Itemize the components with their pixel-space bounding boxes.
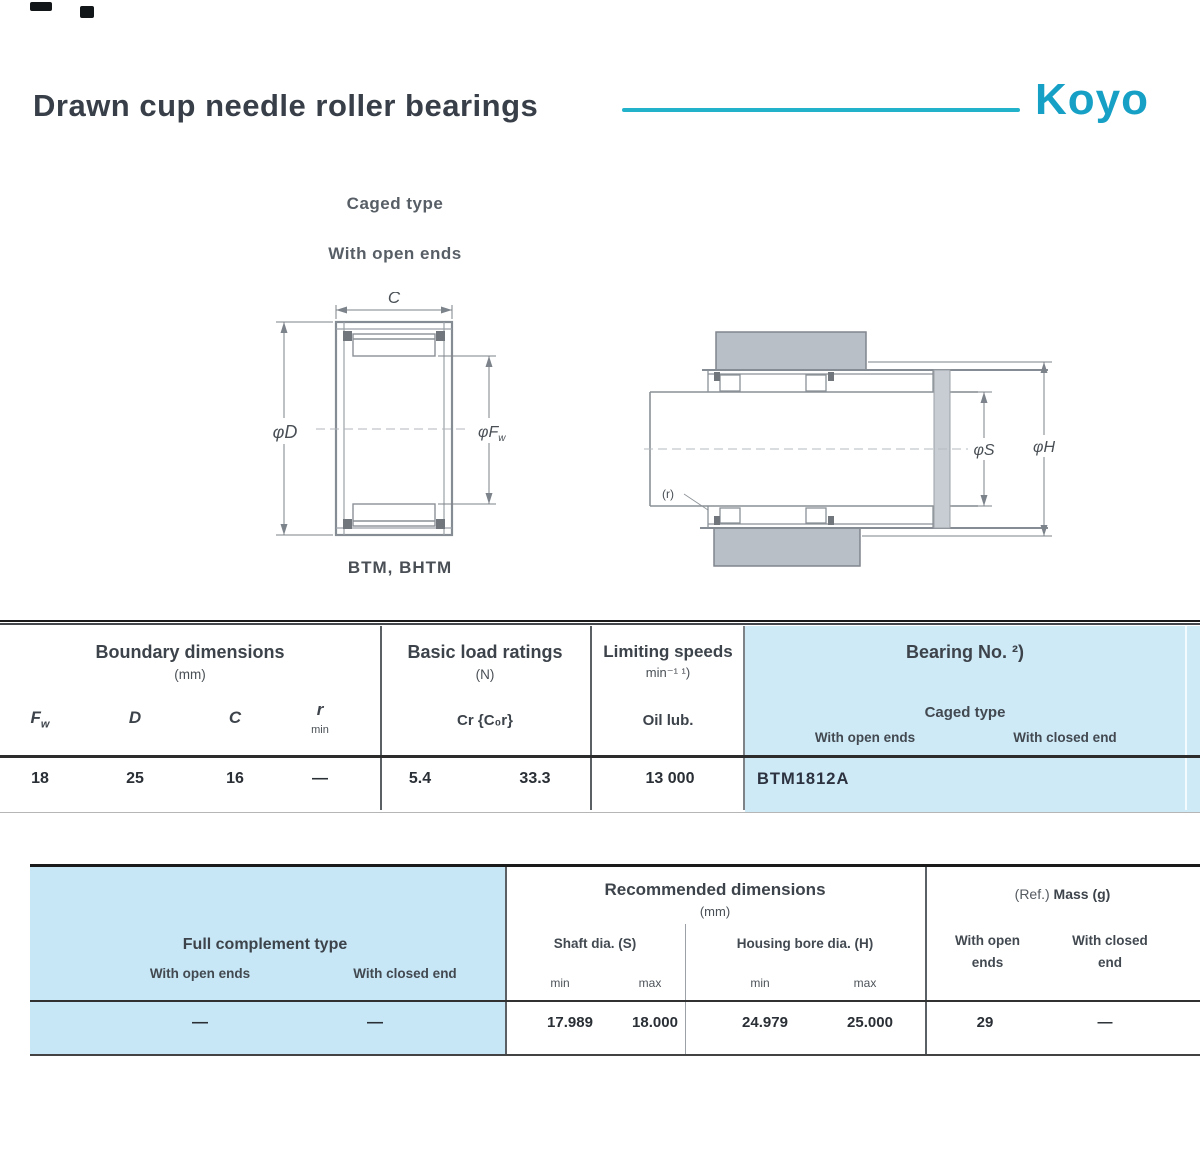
arrowhead — [336, 307, 347, 314]
row-bearing-no: BTM1812A — [757, 770, 850, 788]
housing-dia-sub: Housing bore dia. (H) — [736, 936, 874, 951]
row-shaft-min: 17.989 — [547, 1014, 593, 1031]
row-r: — — [312, 770, 328, 787]
figure-ends-label: With open ends — [328, 244, 462, 263]
series-label: BTM, BHTM — [347, 558, 453, 577]
arrowhead — [486, 356, 493, 367]
arrowhead — [981, 495, 988, 506]
recommended-dims-unit: (mm) — [699, 904, 731, 919]
load-ratings-sub: Cr {C₀r} — [457, 712, 513, 729]
limiting-speeds-unit: min⁻¹ ¹) — [645, 665, 691, 680]
dim-label-fw: $\varphi F_w$ — [478, 424, 506, 444]
note-leader — [684, 494, 708, 510]
oil-lub-sub: Oil lub. — [642, 712, 694, 729]
mass-ref-label: (Ref.) — [1014, 886, 1050, 902]
arrowhead — [281, 322, 288, 333]
column-divider — [590, 626, 592, 810]
row-housing-max: 25.000 — [847, 1014, 893, 1031]
bearing-mounted-drawing — [638, 322, 1068, 574]
mass-closed-line2: end — [1097, 954, 1122, 970]
chamfer-note: (r) — [662, 487, 674, 501]
header-rule — [30, 1000, 1200, 1002]
dim-label-shaft: φS — [973, 442, 995, 459]
row-c: 16 — [226, 770, 244, 787]
mass-open-sub — [935, 930, 1040, 973]
row-fc-open: — — [192, 1014, 208, 1031]
fc-closed-end-sub: With closed end — [353, 966, 457, 981]
column-divider — [505, 867, 507, 1054]
cup-lips — [343, 331, 445, 529]
scan-artifact — [30, 2, 52, 11]
mass-open-line2: ends — [971, 954, 1004, 970]
row-speed: 13 000 — [645, 770, 695, 787]
caged-type-sub: Caged type — [924, 704, 1006, 721]
mass-closed-line1: With closed — [1072, 933, 1148, 948]
load-ratings-header: Basic load ratings — [407, 642, 563, 662]
column-divider — [685, 924, 686, 1054]
boundary-dims-header: Boundary dimensions — [95, 642, 285, 662]
row-fw: 18 — [31, 770, 49, 787]
row-housing-min: 24.979 — [742, 1014, 788, 1031]
table-border — [30, 1054, 1200, 1056]
needle-rollers — [353, 334, 435, 526]
col-header-d: D — [128, 708, 142, 727]
table-border — [0, 620, 1200, 622]
table-border — [0, 812, 1200, 813]
row-d: 25 — [126, 770, 144, 787]
load-ratings-unit: (N) — [475, 667, 495, 682]
boundary-dims-unit: (mm) — [174, 667, 206, 682]
recommended-dims-header: Recommended dimensions — [604, 880, 826, 899]
shaft-max-label: max — [638, 976, 662, 990]
row-fc-closed: — — [367, 1014, 383, 1031]
closed-end-sub: With closed end — [1013, 730, 1117, 745]
fw-subscript: w — [40, 718, 50, 731]
title-rule — [622, 108, 1020, 112]
dim-label-od: φD — [272, 422, 298, 442]
dim-c — [336, 305, 452, 319]
arrowhead — [486, 493, 493, 504]
fw-symbol: F — [30, 708, 41, 727]
shaft-dia-sub: Shaft dia. (S) — [553, 936, 637, 951]
limiting-speeds-header: Limiting speeds — [603, 642, 733, 661]
column-divider — [1185, 626, 1187, 810]
dim-label-housing: φH — [1033, 439, 1055, 456]
col-header-r: r — [316, 700, 324, 719]
full-complement-header: Full complement type — [182, 936, 348, 953]
recommended-table — [30, 864, 1200, 1064]
full-complement-bg — [30, 867, 505, 1054]
arrowhead — [981, 392, 988, 403]
column-divider — [743, 626, 745, 810]
housing-min-label: min — [750, 976, 770, 990]
open-ends-sub: With open ends — [814, 730, 916, 745]
dim-label-c: C — [387, 292, 401, 307]
shaft-min-label: min — [550, 976, 570, 990]
mass-header — [930, 886, 1195, 902]
bearing-no-header: Bearing No. ²) — [905, 642, 1024, 662]
header-rule — [0, 755, 1200, 758]
mass-title: Mass (g) — [1053, 886, 1111, 902]
row-cor: 33.3 — [519, 770, 551, 787]
mass-closed-sub — [1045, 930, 1175, 973]
table-border — [0, 623, 1200, 625]
arrowhead — [1041, 362, 1048, 373]
col-header-r-min: min — [311, 724, 329, 736]
row-cr: 5.4 — [408, 770, 432, 787]
col-header-fw — [15, 708, 65, 730]
arrowhead — [281, 524, 288, 535]
scan-artifact — [80, 6, 94, 18]
bearing-section-drawing — [256, 292, 508, 550]
arrowhead — [441, 307, 452, 314]
page-title: Drawn cup needle roller bearings — [33, 88, 539, 123]
fc-open-ends-sub: With open ends — [149, 966, 251, 981]
arrowhead — [1041, 525, 1048, 536]
housing-max-label: max — [853, 976, 877, 990]
column-divider — [925, 867, 927, 1054]
row-mass-closed: — — [1097, 1014, 1113, 1031]
row-shaft-max: 18.000 — [632, 1014, 678, 1031]
mass-open-line1: With open — [954, 933, 1021, 948]
koyo-logo: Koyo — [1035, 75, 1149, 124]
col-header-c: C — [228, 708, 242, 727]
row-mass-open: 29 — [976, 1014, 994, 1031]
dimensions-table — [0, 620, 1200, 818]
figure-type-label: Caged type — [346, 194, 444, 213]
